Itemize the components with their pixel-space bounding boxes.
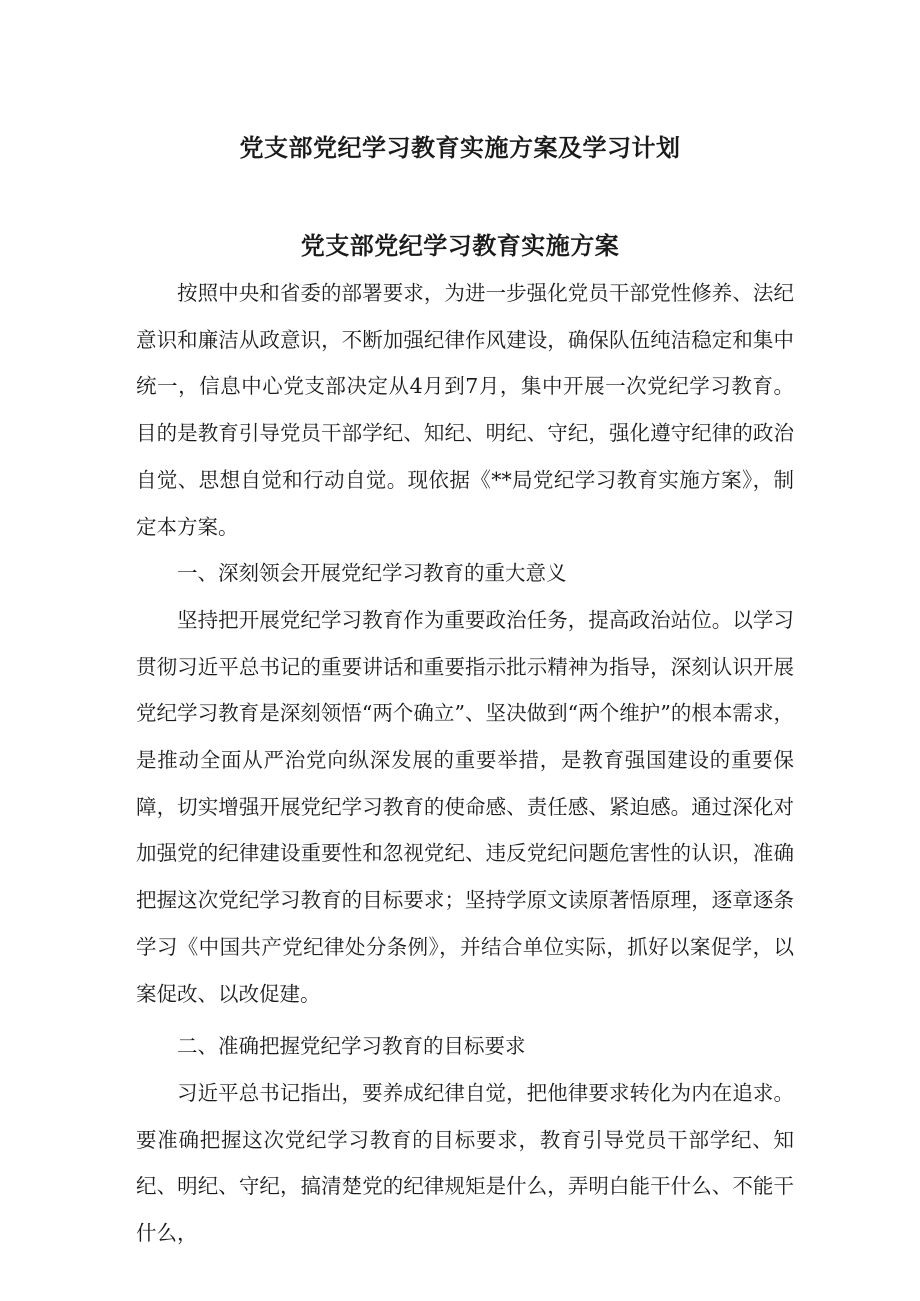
document-body: [136, 270, 794, 1257]
intro-paragraph: 按照中央和省委的部署要求，为进一步强化党员干部党性修养、法纪意识和廉洁从政意识，不断加强纪律作风建设，确保队伍纯洁稳定和集中统一，信息中心党支部决定从4月到7月，集中开展一次党纪学习教育。目的是教育引导党员干部学纪、知纪、明纪、守纪，强化遵守纪律的政治自觉、思想自觉和行动自觉。现依据《**局党纪学习教育实施方案》，制定本方案。: [136, 281, 794, 539]
document-main-title: 党支部党纪学习教育实施方案及学习计划: [239, 134, 681, 162]
document-sub-title: 党支部党纪学习教育实施方案: [300, 232, 620, 260]
section-heading-2: 二、准确把握党纪学习教育的目标要求: [177, 1034, 526, 1059]
section-1-paragraph: 坚持把开展党纪学习教育作为重要政治任务，提高政治站位。以学习贯彻习近平总书记的重要讲话和重要指示批示精神为指导，深刻认识开展党纪学习教育是深刻领悟“两个确立”、坚决做到“两个维护”的根本需求，是推动全面从严治党向纵深发展的重要举措，是教育强国建设的重要保障，切实增强开展党纪学习教育的使命感、责任感、紧迫感。通过深化对加强党的纪律建设重要性和忽视党纪、违反党纪问题危害性的认识，准确把握这次党纪学习教育的目标要求；坚持学原文读原著悟原理，逐章逐条学习《中国共产党纪律处分条例》，并结合单位实际，抓好以案促学，以案促改、以改促建。: [136, 607, 794, 1006]
section-2-paragraph: 习近平总书记指出，要养成纪律自觉，把他律要求转化为内在追求。要准确把握这次党纪学习教育的目标要求，教育引导党员干部学纪、知纪、明纪、守纪，搞清楚党的纪律规矩是什么，弄明白能干什么、不能干什么，: [136, 1080, 794, 1246]
section-heading-1: 一、深刻领会开展党纪学习教育的重大意义: [177, 561, 567, 586]
